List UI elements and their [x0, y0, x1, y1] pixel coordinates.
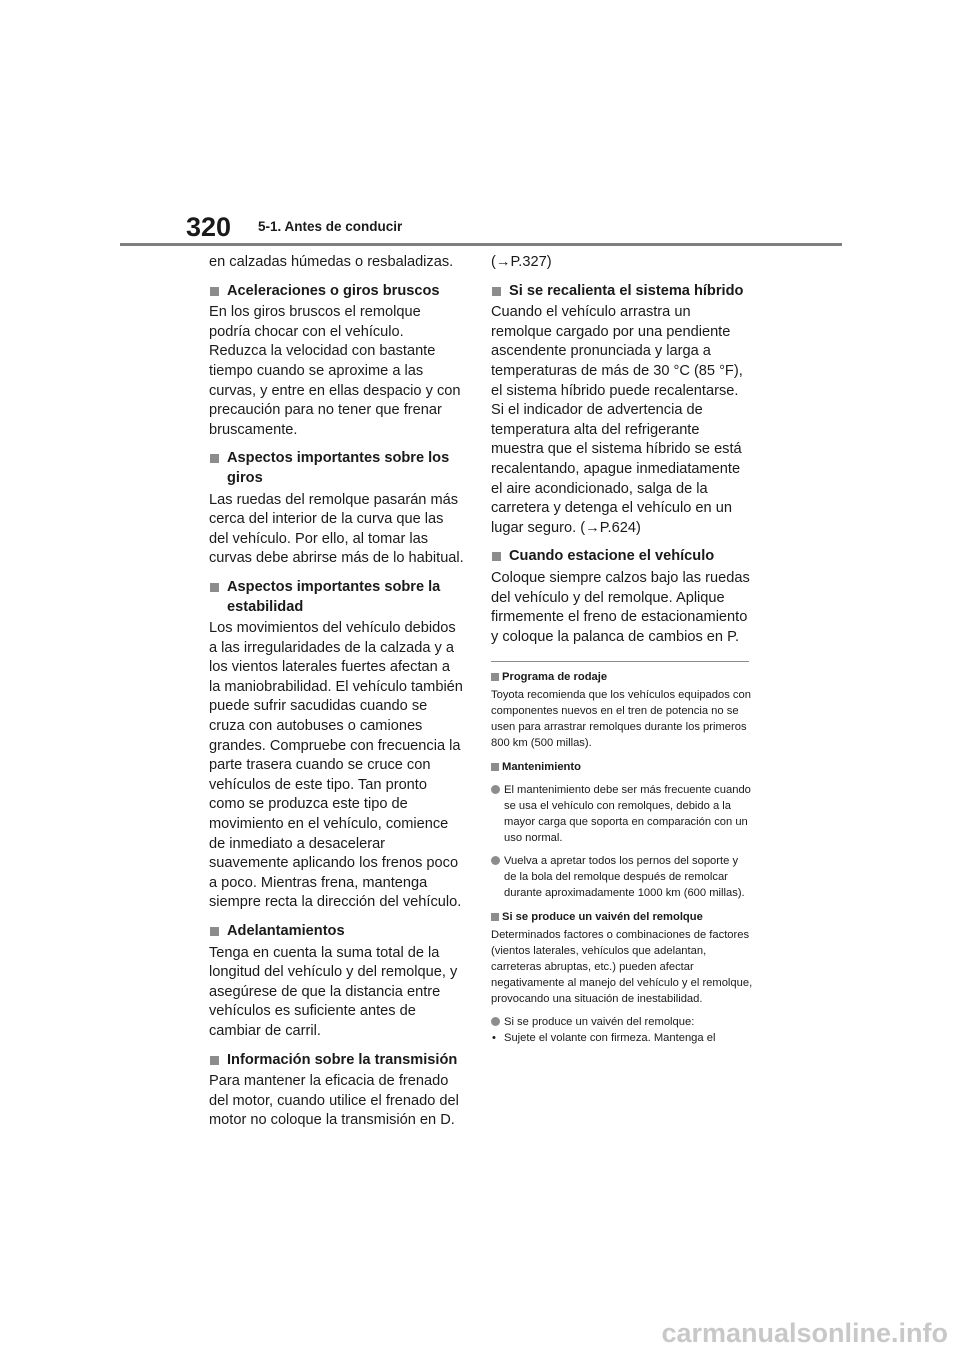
left-column [209, 253, 464, 1131]
notes-divider [491, 661, 749, 662]
heading-text: Cuando estacione el vehículo [509, 548, 715, 565]
paragraph-estacione: Coloque siempre calzos bajo las ruedas del vehículo y del remolque. Aplique firmemente el freno de estacionamiento y coloque la palanca de cambios en P. [491, 569, 750, 645]
note-bullet-mantenimiento-1 [491, 782, 753, 846]
square-bullet-icon [210, 287, 219, 296]
bullet-text: Vuelva a apretar todos los pernos del soporte y de la bola del remolque después de remolcar durante aproximadamente 1000 km (600 millas). [504, 855, 745, 900]
page-number: 320 [186, 212, 232, 242]
square-bullet-icon [210, 927, 219, 936]
square-bullet-icon [492, 287, 501, 296]
paragraph-adelantamientos: Tenga en cuenta la suma total de la longitud del vehículo y del remolque, y asegúrese de que la distancia entre vehículos es suficiente antes de cambiar de carril. [209, 944, 458, 1039]
sub-bullet-text: Sujete el volante con firmeza. Mantenga el [504, 1032, 716, 1045]
square-bullet-icon [210, 454, 219, 463]
heading-text: Adelantamientos [227, 923, 345, 939]
note-bullet-vaiven [491, 1014, 753, 1030]
watermark: carmanualsonline.info [661, 1318, 948, 1348]
paragraph-recalienta: Cuando el vehículo arrastra un remolque cargado por una pendiente ascendente pronunciada y larga a temperaturas de más de 30 °C (85 °F), el sistema híbrido puede recalentarse. Si el indicador de advertencia de temperatura alta del refrigerante muestra que el sistema híbrido se está recalentando, apague inmediatamente el aire acondicionado, salga de la carretera y detenga el vehículo en un lugar seguro. (→P.624) [491, 304, 743, 536]
heading-estabilidad [209, 578, 464, 617]
square-bullet-icon [491, 763, 499, 771]
square-bullet-icon [491, 913, 499, 921]
left-intro: en calzadas húmedas o resbaladizas. [209, 254, 454, 270]
heading-aceleraciones [209, 282, 464, 302]
heading-text: Aspectos importantes sobre los giros [227, 450, 450, 486]
note-heading-text: Mantenimiento [502, 761, 581, 774]
bullet-text: El mantenimiento debe ser más frecuente cuando se usa el vehículo con remolques, debido a la mayor carga que soporta en comparación con un uso normal. [504, 784, 751, 845]
heading-transmision [209, 1051, 464, 1071]
right-column [491, 253, 753, 1046]
circle-bullet-icon [491, 856, 500, 865]
heading-recalienta [491, 282, 753, 302]
note-heading-vaiven [491, 910, 753, 925]
note-heading-text: Programa de rodaje [502, 671, 608, 684]
square-bullet-icon [210, 583, 219, 592]
heading-estacione [491, 547, 753, 567]
heading-giros [209, 449, 464, 488]
section-title: 5-1. Antes de conducir [258, 219, 403, 234]
heading-text: Aceleraciones o giros bruscos [227, 282, 440, 299]
bullet-text: Si se produce un vaivén del remolque: [504, 1016, 695, 1029]
note-heading-mantenimiento [491, 760, 753, 775]
heading-text: Aspectos importantes sobre la estabilidad [227, 578, 441, 615]
paragraph-estabilidad: Los movimientos del vehículo debidos a las irregularidades de la calzada y a los vientos laterales fuertes afectan a la maniobrabilidad. El vehículo también puede sufrir sacudidas cuando se cruza con autobuses o camiones grandes. Compruebe con frecuencia la parte trasera cuando se cruce con vehículos de este tipo. Tan pronto como se produzca este tipo de movimiento en el vehículo, comience de inmediato a desacelerar suavemente aplicando los frenos poco a poco. Mientras frena, mantenga siempre recta la dirección del vehículo. [209, 620, 463, 911]
paragraph-giros: Las ruedas del remolque pasarán más cerca del interior de la curva que las del vehículo. Por ello, al tomar las curvas debe abrirse más de lo habitual. [209, 491, 464, 567]
note-vaiven-body: Determinados factores o combinaciones de factores (vientos laterales, vehículos que adelantan, carreteras abruptas, etc.) pueden afectar negativamente al manejo del vehículo y el remolque, provocando una situación de inestabilidad. [491, 929, 753, 1006]
square-bullet-icon [492, 552, 501, 561]
note-bullet-mantenimiento-2 [491, 853, 753, 901]
note-heading-text: Si se produce un vaivén del remolque [502, 911, 703, 924]
note-rodaje-body: Toyota recomienda que los vehículos equipados con componentes nuevos en el tren de potencia no se usen para arrastrar remolques durante los primeros 800 km (500 millas). [491, 689, 751, 750]
sub-bullet-mark: • [492, 1032, 496, 1045]
note-sub-bullet [491, 1030, 753, 1046]
square-bullet-icon [491, 673, 499, 681]
note-heading-rodaje [491, 670, 753, 685]
heading-text: Información sobre la transmisión [227, 1051, 458, 1068]
heading-text: Si se recalienta el sistema híbrido [509, 282, 744, 299]
header-divider [120, 243, 842, 246]
circle-bullet-icon [491, 1017, 500, 1026]
paragraph-transmision: Para mantener la eficacia de frenado del motor, cuando utilice el frenado del motor no coloque la transmisión en D. [209, 1073, 459, 1129]
circle-bullet-icon [491, 785, 500, 794]
right-intro: (→P.327) [491, 254, 552, 270]
square-bullet-icon [210, 1056, 219, 1065]
heading-adelantamientos [209, 922, 464, 942]
paragraph-aceleraciones: En los giros bruscos el remolque podría chocar con el vehículo. Reduzca la velocidad con bastante tiempo cuando se aproxime a las curvas, y entre en ellas despacio y con precaución para no tener que frenar bruscamente. [209, 304, 461, 438]
